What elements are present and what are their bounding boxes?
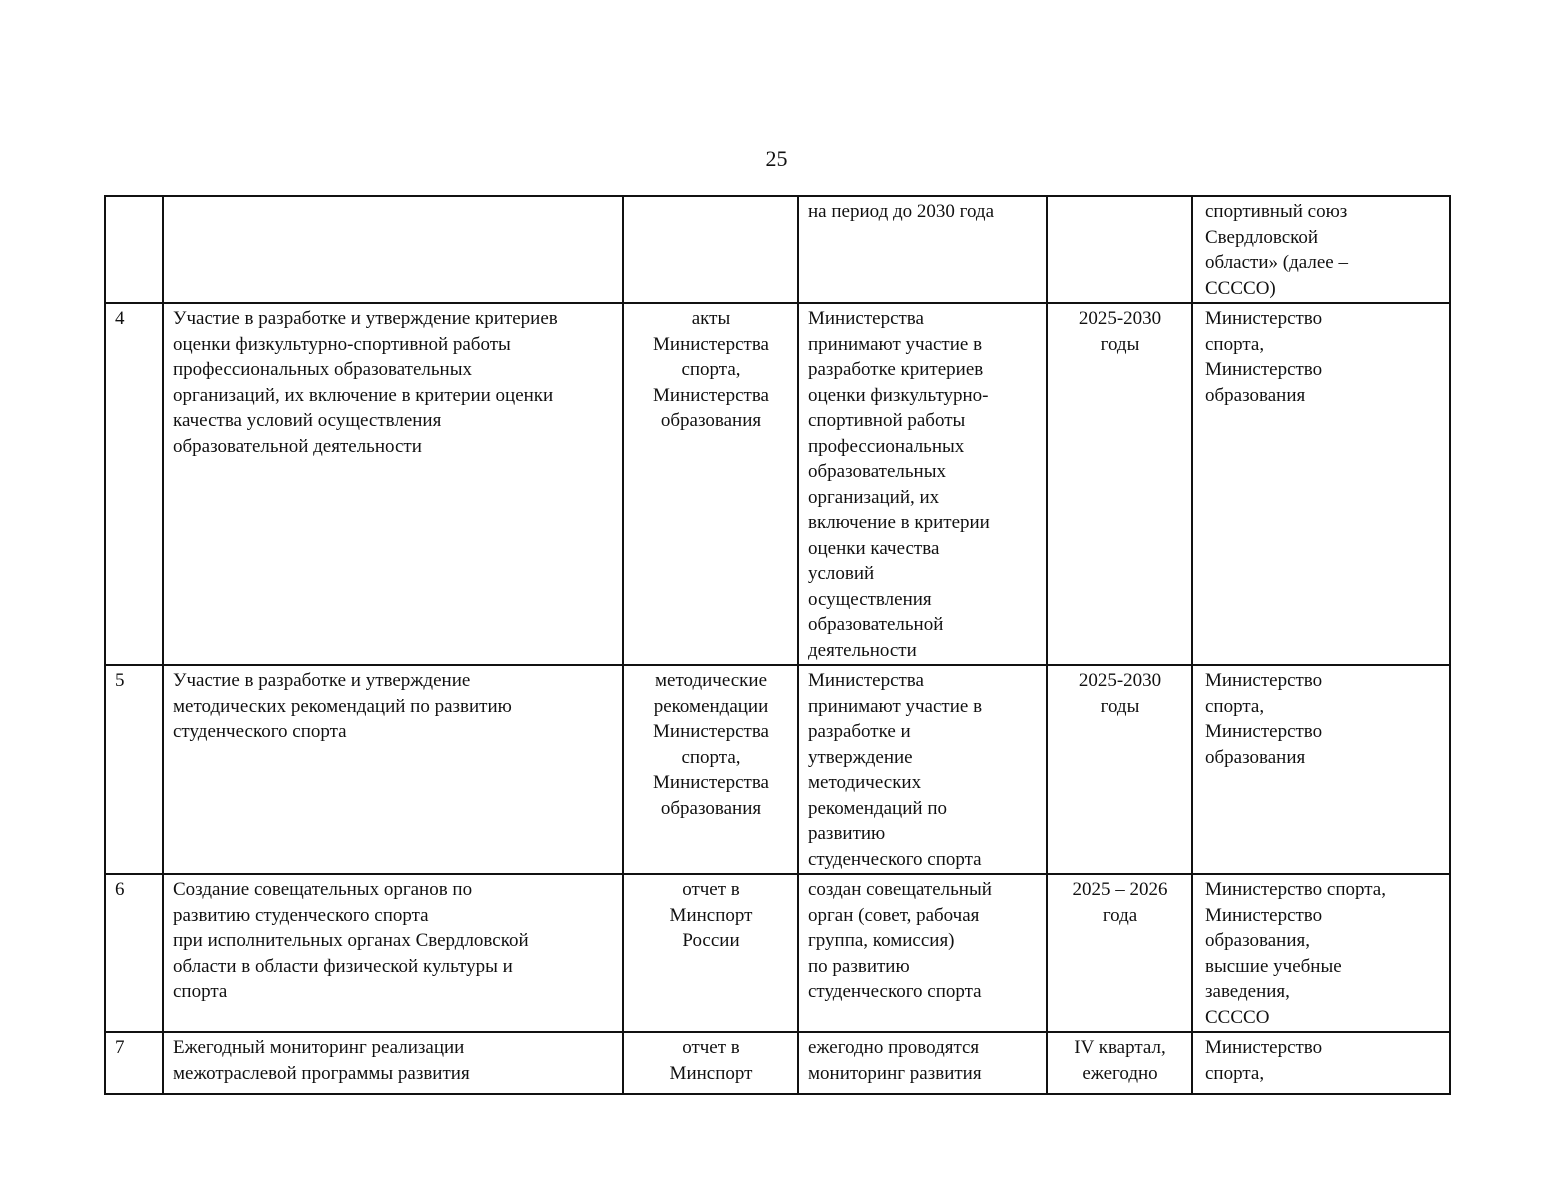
document-cell: методические рекомендации Министерства спорта, Министерства образования (623, 665, 798, 874)
result-cell: ежегодно проводятся мониторинг развития (798, 1032, 1047, 1094)
row-number-cell: 7 (105, 1032, 163, 1094)
responsible-cell: спортивный союз Свердловской области» (далее – СССCО) (1192, 196, 1450, 303)
event-cell: Создание совещательных органов по развитию студенческого спорта при исполнительных органах Свердловской области в области физической культуры и спорта (163, 874, 623, 1032)
deadline-cell (1047, 196, 1192, 303)
document-cell: отчет в Минспорт (623, 1032, 798, 1094)
result-cell: Министерства принимают участие в разработке и утверждение методических рекомендаций по развитию студенческого спорта (798, 665, 1047, 874)
event-cell (163, 196, 623, 303)
table-row (105, 1032, 1450, 1094)
result-cell: на период до 2030 года (798, 196, 1047, 303)
responsible-cell: Министерство спорта, Министерство образования (1192, 665, 1450, 874)
row-number-cell: 5 (105, 665, 163, 874)
event-cell: Ежегодный мониторинг реализации межотраслевой программы развития (163, 1032, 623, 1094)
deadline-cell: 2025-2030 годы (1047, 303, 1192, 665)
document-cell: отчет в Минспорт России (623, 874, 798, 1032)
table-row (105, 303, 1450, 665)
table-row (105, 665, 1450, 874)
table-row (105, 874, 1450, 1032)
document-cell (623, 196, 798, 303)
result-cell: создан совещательный орган (совет, рабочая группа, комиссия) по развитию студенческого спорта (798, 874, 1047, 1032)
responsible-cell: Министерство спорта, Министерство образования (1192, 303, 1450, 665)
plan-table (104, 195, 1451, 1095)
row-number-cell: 6 (105, 874, 163, 1032)
page-number: 25 (765, 146, 788, 171)
document-cell: акты Министерства спорта, Министерства образования (623, 303, 798, 665)
deadline-cell: 2025-2030 годы (1047, 665, 1192, 874)
row-number-cell: 4 (105, 303, 163, 665)
event-cell: Участие в разработке и утверждение критериев оценки физкультурно-спортивной работы профессиональных образовательных организаций, их включение в критерии оценки качества условий осуществления образовательной деятельности (163, 303, 623, 665)
result-cell: Министерства принимают участие в разработке критериев оценки физкультурно- спортивной работы профессиональных образовательных организаций, их включение в критерии оценки качества условий осуществления образовательной деятельности (798, 303, 1047, 665)
responsible-cell: Министерство спорта, Министерство образования, высшие учебные заведения, СССCО (1192, 874, 1450, 1032)
deadline-cell: 2025 – 2026 года (1047, 874, 1192, 1032)
row-number-cell (105, 196, 163, 303)
table-row (105, 196, 1450, 303)
deadline-cell: IV квартал, ежегодно (1047, 1032, 1192, 1094)
responsible-cell: Министерство спорта, (1192, 1032, 1450, 1094)
event-cell: Участие в разработке и утверждение методических рекомендаций по развитию студенческого спорта (163, 665, 623, 874)
